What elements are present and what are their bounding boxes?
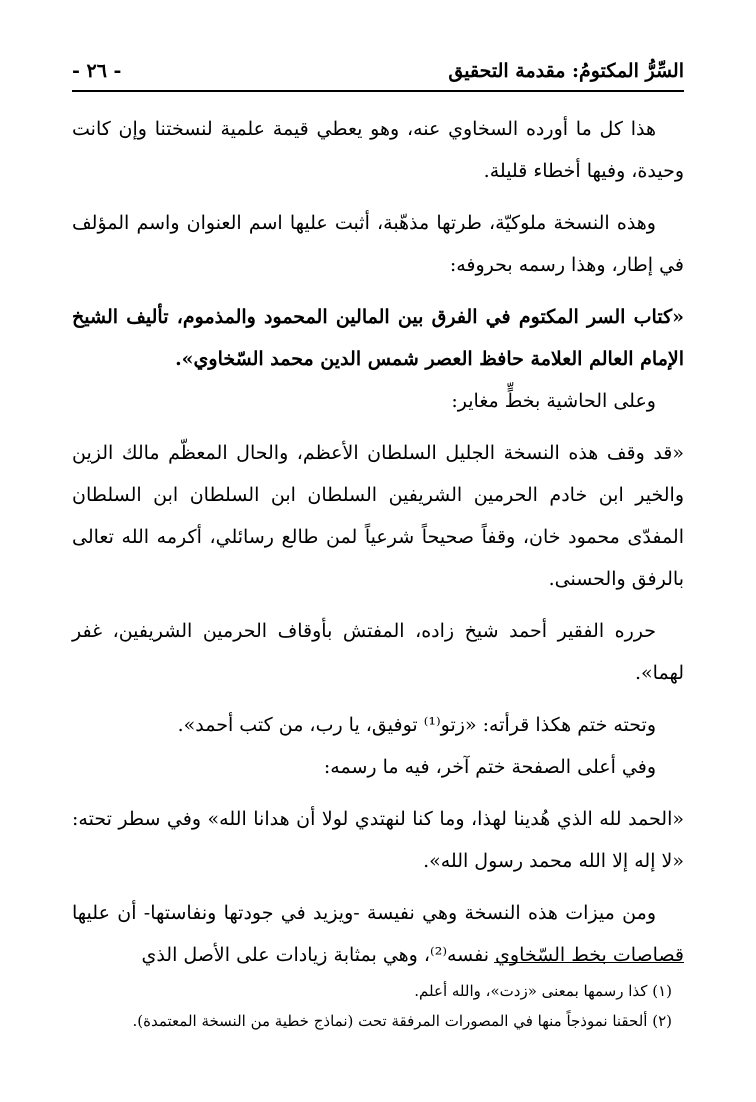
running-title: السِّرُّ المكتومُ: مقدمة التحقيق <box>448 60 684 82</box>
paragraph: «الحمد لله الذي هُدينا لهذا، وما كنا لنهتدي لولا أن هدانا الله» وفي سطر تحته: «لا إله إلا الله محمد رسول الله». <box>72 808 684 872</box>
paragraph: «قد وقف هذه النسخة الجليل السلطان الأعظم، والحال المعظّم مالك الزين والخير ابن خادم الحرمين الشريفين السلطان ابن السلطان ابن السلطان المفدّى محمود خان، وقفاً صحيحاً شرعياً لمن طالع رسائلي، أكرمه الله تعالى بالرفق والحسنى. <box>72 442 684 590</box>
footnote-divider <box>494 962 684 963</box>
paragraph: وهذه النسخة ملوكيّة، طرتها مذهّبة، أثبت عليها اسم العنوان واسم المؤلف في إطار، وهذا رسمه بحروفه: <box>72 212 684 276</box>
footnotes <box>72 976 684 1036</box>
page-body <box>72 108 684 976</box>
paragraph: هذا كل ما أورده السخاوي عنه، وهو يعطي قيمة علمية لنسختنا وإن كانت وحيدة، وفيها أخطاء قليلة. <box>72 118 684 182</box>
paragraph: وتحته ختم هكذا قرأته: «زتو⁽¹⁾ توفيق، يا رب، من كتب أحمد». <box>177 714 656 736</box>
page-header <box>72 52 684 92</box>
footnote: (٢) ألحقنا نموذجاً منها في المصورات المرفقة تحت (نماذج خطية من النسخة المعتمدة). <box>132 1012 672 1030</box>
paragraph: وعلى الحاشية بخطٍّ مغاير: <box>451 390 656 412</box>
paragraph: «كتاب السر المكتوم في الفرق بين المالين المحمود والمذموم، تأليف الشيخ الإمام العالم العلامة حافظ العصر شمس الدين محمد السّخاوي». <box>72 306 684 370</box>
paragraph: ومن ميزات هذه النسخة وهي نفيسة -ويزيد في جودتها ونفاستها- أن عليها قصاصات بخط السّخاوي نفسه⁽²⁾، وهي بمثابة زيادات على الأصل الذي <box>72 902 684 966</box>
page-number: - ٢٦ - <box>72 60 122 82</box>
footnote: (١) كذا رسمها بمعنى «زدت»، والله أعلم. <box>414 982 672 1000</box>
paragraph: حرره الفقير أحمد شيخ زاده، المفتش بأوقاف الحرمين الشريفين، غفر لهما». <box>72 620 684 684</box>
paragraph: وفي أعلى الصفحة ختم آخر، فيه ما رسمه: <box>323 756 656 778</box>
